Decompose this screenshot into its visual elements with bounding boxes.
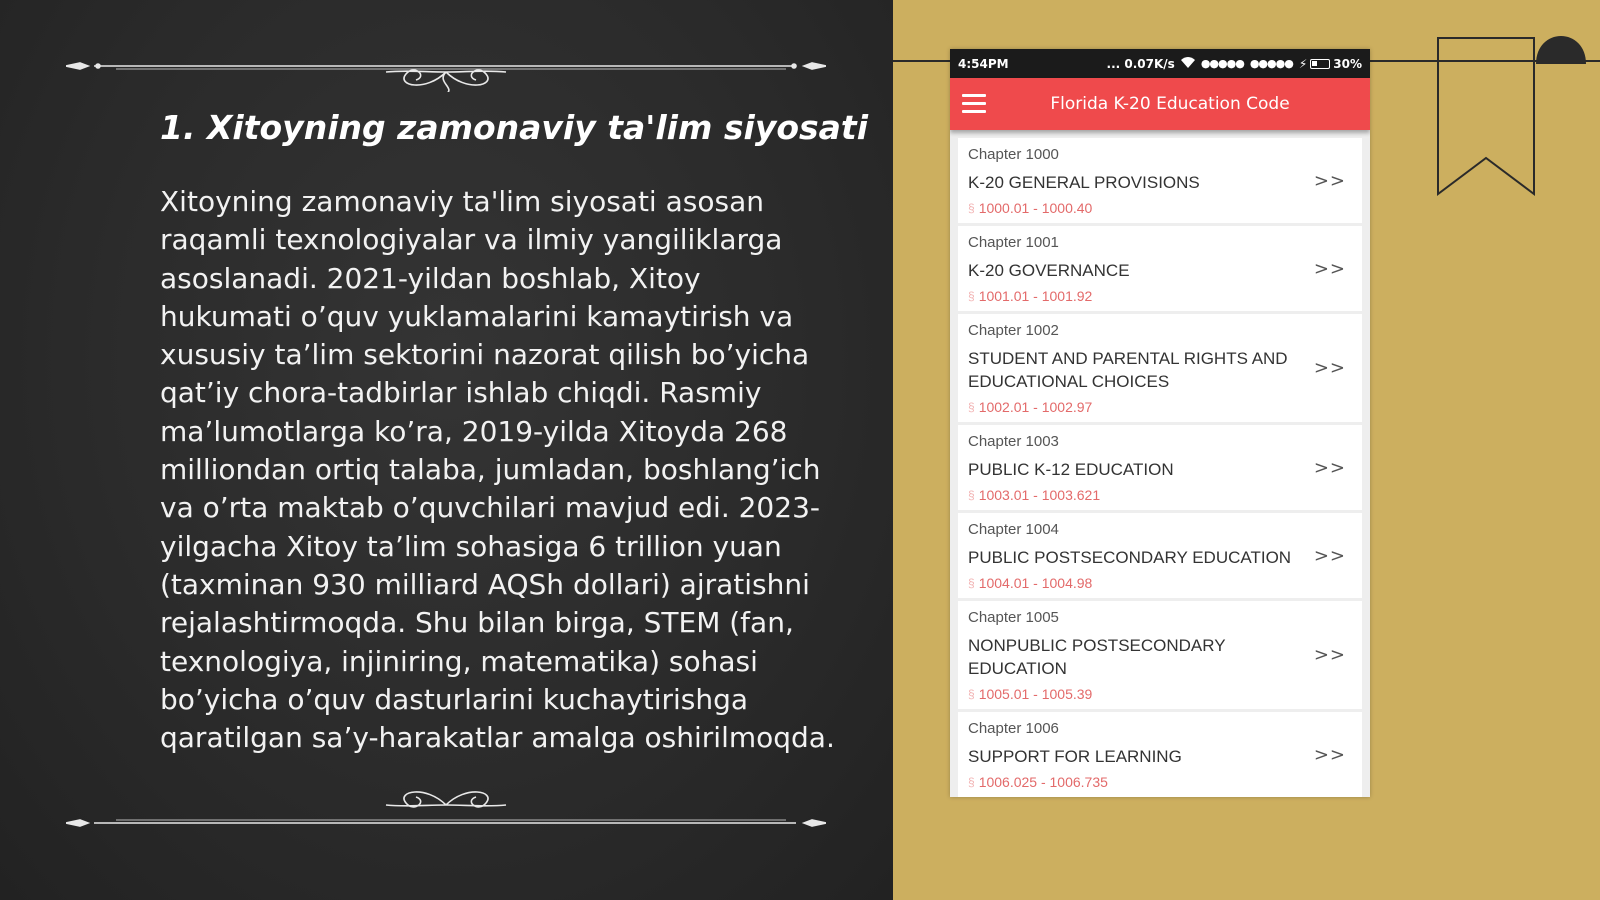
section-symbol-icon: § [968,289,975,303]
bookmark-icon [1436,36,1536,198]
charging-icon: ⚡ [1298,56,1308,71]
section-symbol-icon: § [968,201,975,215]
chevron-right-icon[interactable]: >> [1313,744,1346,765]
chapter-list-item[interactable] [958,513,1362,598]
chapter-number: Chapter 1004 [968,521,1059,538]
chapter-range-text: 1000.01 - 1000.40 [978,200,1093,216]
chapter-title: PUBLIC POSTSECONDARY EDUCATION [968,548,1292,567]
signal-strength-icon: ●●●●● [1249,57,1293,70]
hamburger-menu-icon[interactable] [962,94,986,114]
chapter-list-item[interactable] [958,601,1362,709]
chapter-list-item[interactable] [958,712,1362,797]
chapter-section-range [968,199,1302,217]
chapter-range-text: 1005.01 - 1005.39 [978,686,1093,702]
chapter-list [950,138,1370,797]
corner-tab-icon [1536,36,1586,64]
network-speed: ... 0.07K/s [1106,56,1175,71]
chapter-section-range [968,773,1302,791]
section-symbol-icon: § [968,400,975,414]
battery-icon [1310,59,1330,69]
chevron-right-icon[interactable]: >> [1313,644,1346,666]
chapter-section-range [968,398,1302,416]
chapter-title: NONPUBLIC POSTSECONDARY EDUCATION [968,636,1226,678]
chevron-right-icon[interactable]: >> [1313,457,1346,478]
section-symbol-icon: § [968,687,975,701]
chapter-range-text: 1003.01 - 1003.621 [978,487,1101,503]
chapter-title: K-20 GOVERNANCE [968,261,1130,280]
chapter-range-text: 1001.01 - 1001.92 [978,288,1093,304]
slide-title: 1. Xitoyning zamonaviy ta'lim siyosati [160,108,869,147]
chapter-number: Chapter 1003 [968,433,1059,450]
phone-screenshot [950,49,1370,797]
chevron-right-icon[interactable]: >> [1313,357,1346,379]
chapter-title: PUBLIC K-12 EDUCATION [968,460,1174,479]
status-bar [950,49,1370,78]
battery-level: 30% [1333,56,1362,71]
chapter-title: SUPPORT FOR LEARNING [968,747,1182,766]
chevron-right-icon[interactable]: >> [1313,258,1346,279]
chapter-title: STUDENT AND PARENTAL RIGHTS AND EDUCATIONAL CHOICES [968,349,1288,391]
section-symbol-icon: § [968,576,975,590]
wifi-icon [1181,57,1195,71]
chapter-range-text: 1006.025 - 1006.735 [978,774,1108,790]
chapter-title: K-20 GENERAL PROVISIONS [968,173,1200,192]
app-title: Florida K-20 Education Code [1050,94,1290,114]
chapter-section-range [968,486,1302,504]
section-symbol-icon: § [968,488,975,502]
chapter-number: Chapter 1002 [968,322,1059,339]
status-indicators [1107,57,1362,71]
chevron-right-icon[interactable]: >> [1313,170,1346,191]
chapter-list-item[interactable] [958,226,1362,311]
signal-strength-icon: ●●●●● [1200,57,1244,70]
chapter-number: Chapter 1001 [968,234,1059,251]
chapter-list-item[interactable] [958,425,1362,510]
battery-indicator [1299,57,1362,71]
ornament-divider-icon [66,785,826,835]
chapter-range-text: 1002.01 - 1002.97 [978,399,1093,415]
chapter-number: Chapter 1005 [968,609,1059,626]
chapter-section-range [968,287,1302,305]
ornament-divider-icon [66,42,826,92]
slide-body-text: Xitoyning zamonaviy ta'lim siyosati asosan raqamli texnologiyalar va ilmiy yangiliklarga asoslanadi. 2021-yildan boshlab, Xitoy hukumati o’quv yuklamalarini kamaytirish va xususiy ta’lim sektorini nazorat qilish bo’yicha qat’iy chora-tadbirlar ishlab chiqdi. Rasmiy ma’lumotlarga ko’ra, 2019-yilda Xitoyda 268 milliondan ortiq talaba, jumladan, boshlang’ich va o’rta maktab o’quvchilari mavjud edi. 2023-yilgacha Xitoy ta’lim sohasiga 6 trillion yuan (taxminan 930 milliard AQSh dollari) ajratishni rejalashtirmoqda. Shu bilan birga, STEM (fan, texnologiya, injiniring, matematika) sohasi bo’yicha o’quv dasturlarini kuchaytirishga qaratilgan sa’y-harakatlar amalga oshirilmoqda. [160,185,835,755]
chapter-range-text: 1004.01 - 1004.98 [978,575,1093,591]
section-symbol-icon: § [968,775,975,789]
app-toolbar [950,78,1370,130]
chapter-number: Chapter 1006 [968,720,1059,737]
chevron-right-icon[interactable]: >> [1313,545,1346,566]
chapter-section-range [968,574,1302,592]
chapter-list-item[interactable] [958,138,1362,223]
chapter-list-item[interactable] [958,314,1362,422]
chapter-number: Chapter 1000 [968,146,1059,163]
status-time: 4:54PM [958,56,1009,71]
chapter-section-range [968,685,1302,703]
